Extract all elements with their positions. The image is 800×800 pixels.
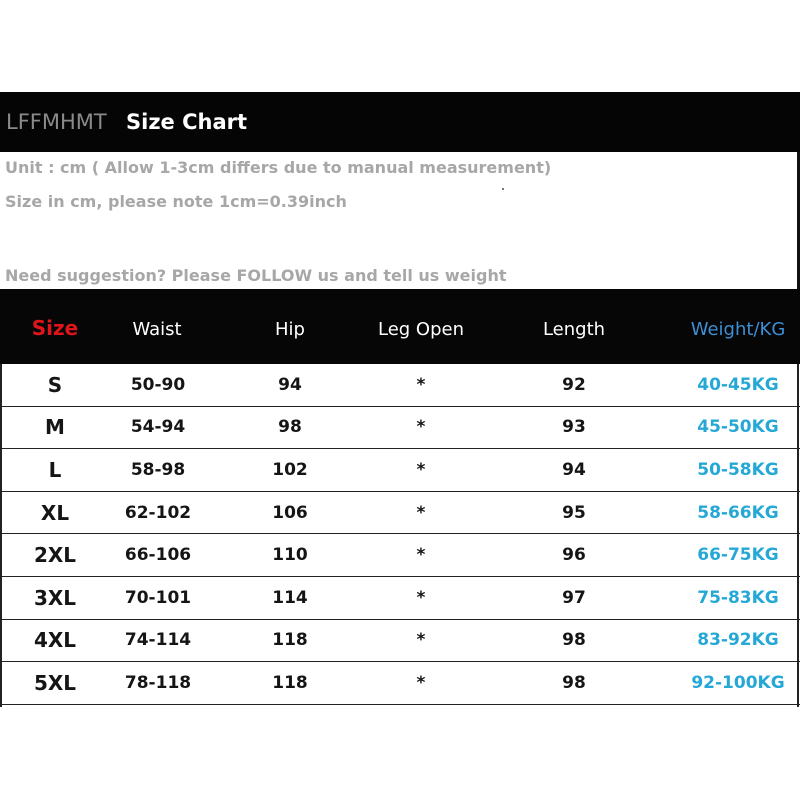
- table-row: [0, 577, 800, 620]
- size-rows: [0, 364, 800, 705]
- cell-waist: 50-90: [130, 374, 186, 395]
- header-waist: Waist: [132, 319, 182, 340]
- cell-length: 95: [562, 502, 586, 523]
- table-row: [0, 662, 800, 705]
- brand-name: LFFMHMT: [6, 110, 107, 134]
- cell-leg-open: *: [416, 545, 426, 566]
- cell-hip: 114: [272, 587, 308, 608]
- table-row: [0, 492, 800, 535]
- cell-weight: 66-75KG: [697, 545, 779, 566]
- cell-weight: 45-50KG: [697, 417, 779, 438]
- conversion-note: Size in cm, please note 1cm=0.39inch: [5, 192, 347, 211]
- cell-length: 94: [562, 459, 586, 480]
- table-row: [0, 407, 800, 450]
- cell-length: 96: [562, 545, 586, 566]
- cell-waist: 54-94: [130, 417, 186, 438]
- cell-hip: 118: [272, 672, 308, 693]
- table-row: [0, 449, 800, 492]
- cell-size: S: [47, 372, 63, 397]
- cell-waist: 74-114: [124, 630, 192, 651]
- cell-leg-open: *: [416, 587, 426, 608]
- table-row: [0, 364, 800, 407]
- cell-weight: 50-58KG: [697, 459, 779, 480]
- cell-waist: 78-118: [124, 672, 192, 693]
- cell-leg-open: *: [416, 630, 426, 651]
- cell-hip: 106: [272, 502, 308, 523]
- header-hip: Hip: [275, 319, 305, 340]
- cell-weight: 75-83KG: [697, 587, 779, 608]
- cell-length: 98: [562, 630, 586, 651]
- cell-waist: 62-102: [124, 502, 192, 523]
- cell-length: 92: [562, 374, 586, 395]
- chart-title: Size Chart: [126, 110, 248, 134]
- unit-note: Unit : cm ( Allow 1-3cm differs due to manual measurement): [5, 158, 552, 177]
- header-weight: Weight/KG: [690, 319, 786, 340]
- cell-weight: 92-100KG: [691, 672, 785, 693]
- cell-waist: 66-106: [124, 545, 192, 566]
- cell-size: M: [45, 415, 65, 440]
- cell-size: 4XL: [33, 628, 77, 653]
- cell-leg-open: *: [416, 459, 426, 480]
- cell-weight: 83-92KG: [697, 630, 779, 651]
- cell-weight: 40-45KG: [697, 374, 779, 395]
- table-header: [0, 289, 800, 364]
- cell-size: 2XL: [33, 543, 77, 568]
- title-bar: [0, 92, 800, 152]
- cell-size: 3XL: [33, 585, 77, 610]
- cell-size: L: [48, 457, 62, 482]
- cell-size: XL: [40, 500, 70, 525]
- cell-length: 98: [562, 672, 586, 693]
- cell-hip: 102: [272, 459, 308, 480]
- cell-length: 97: [562, 587, 586, 608]
- cell-weight: 58-66KG: [697, 502, 779, 523]
- cell-hip: 118: [272, 630, 308, 651]
- cell-size: 5XL: [33, 670, 77, 695]
- header-size: Size: [31, 316, 79, 340]
- suggestion-note: Need suggestion? Please FOLLOW us and tell us weight: [5, 266, 507, 285]
- cell-leg-open: *: [416, 502, 426, 523]
- cell-hip: 110: [272, 545, 308, 566]
- cell-waist: 58-98: [130, 459, 186, 480]
- cell-leg-open: *: [416, 374, 426, 395]
- cell-length: 93: [562, 417, 586, 438]
- table-row: [0, 620, 800, 663]
- table-row: [0, 534, 800, 577]
- cell-leg-open: *: [416, 672, 426, 693]
- cell-hip: 98: [278, 417, 302, 438]
- cell-hip: 94: [278, 374, 302, 395]
- cell-waist: 70-101: [124, 587, 192, 608]
- measurement-notes: [0, 152, 800, 289]
- cell-leg-open: *: [416, 417, 426, 438]
- size-chart: [0, 92, 800, 707]
- header-leg-open: Leg Open: [377, 319, 465, 340]
- speck-mark: [502, 188, 504, 190]
- header-length: Length: [542, 319, 606, 340]
